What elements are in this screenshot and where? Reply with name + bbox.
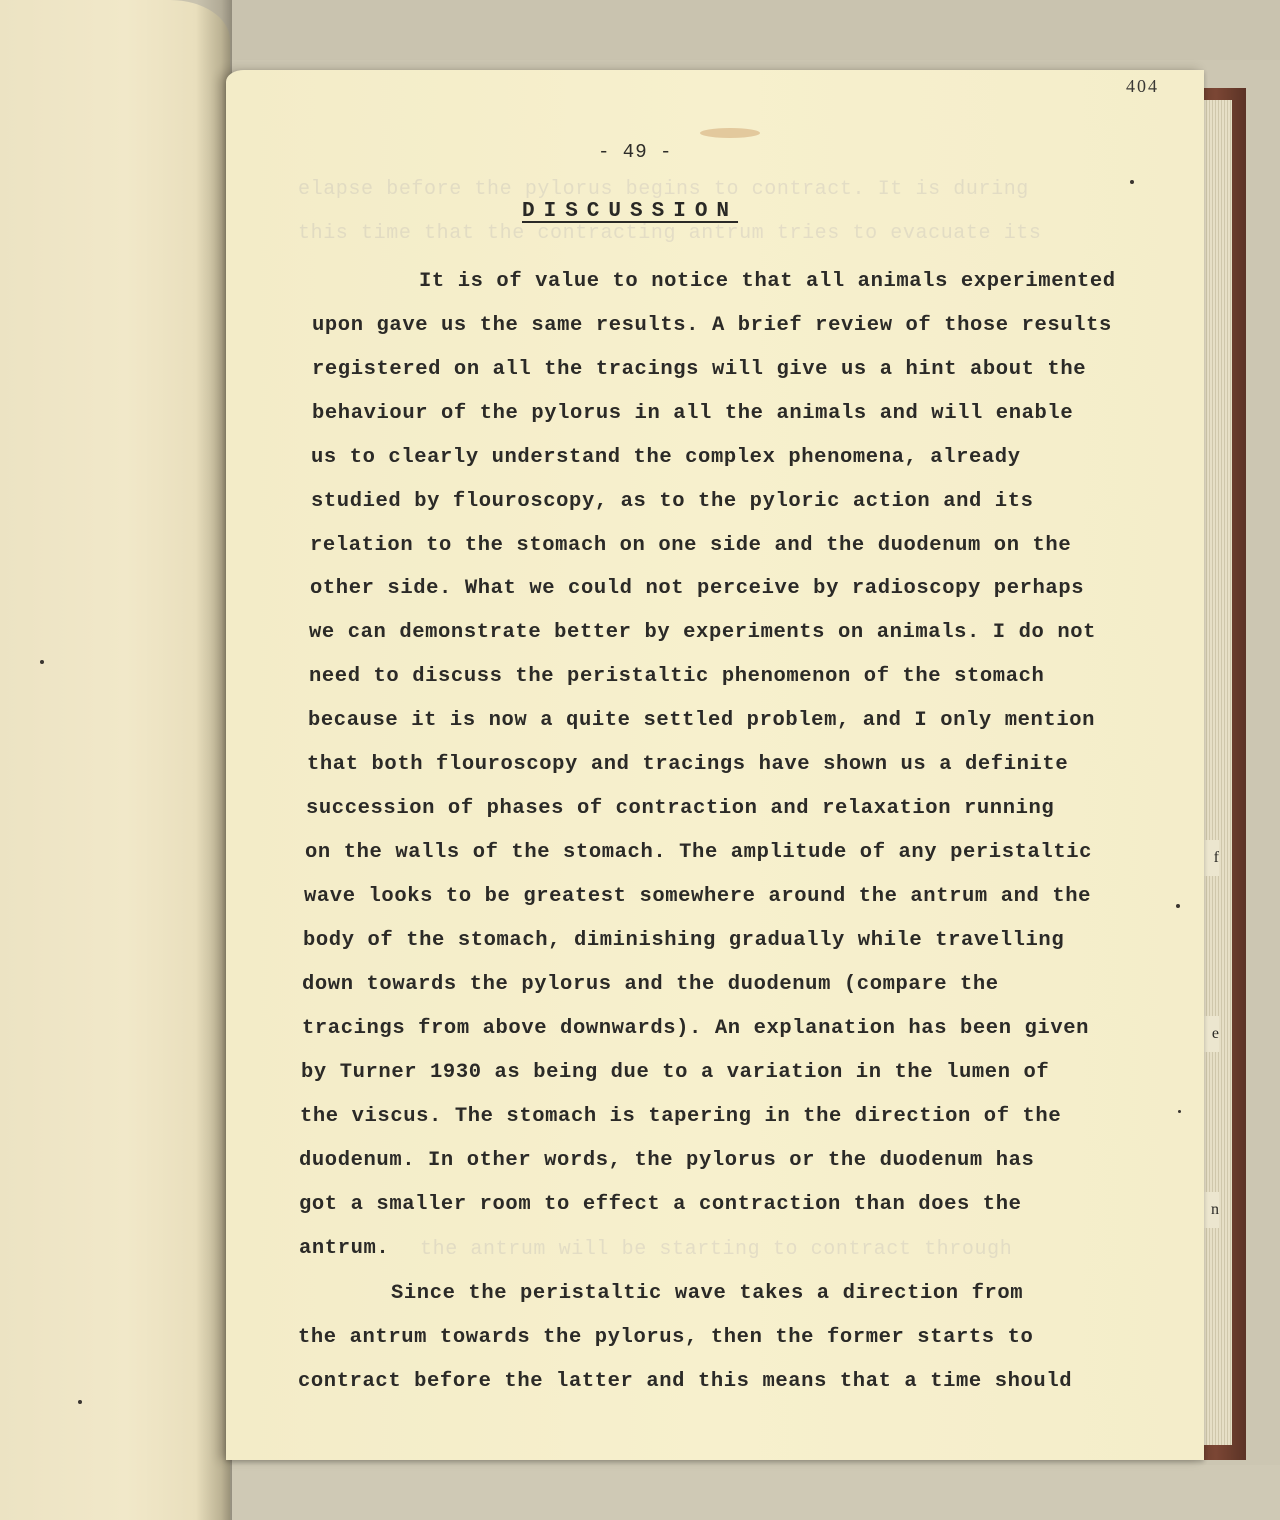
left-page-speck <box>78 1400 82 1404</box>
text-line: behaviour of the pylorus in all the animals and will enable <box>312 402 1074 425</box>
text-line: Since the peristaltic wave takes a direction from <box>391 1282 1024 1305</box>
paper-stain <box>700 128 760 138</box>
text-line: It is of value to notice that all animals experimented <box>419 270 1116 293</box>
text-line: got a smaller room to effect a contraction than does the <box>299 1193 1022 1216</box>
show-through-text: this time that the contracting antrum tries to evacuate its <box>298 222 1042 245</box>
page-heading: DISCUSSION <box>522 200 739 223</box>
text-line: because it is now a quite settled problem, and I only mention <box>308 709 1096 732</box>
folio-number: 404 <box>1126 76 1159 96</box>
text-line: studied by flouroscopy, as to the pyloric action and its <box>311 490 1034 513</box>
text-line: tracings from above downwards). An explanation has been given <box>302 1017 1090 1040</box>
text-line: duodenum. In other words, the pylorus or the duodenum has <box>299 1149 1035 1172</box>
text-line: contract before the latter and this means that a time should <box>298 1370 1073 1393</box>
edge-tab: n <box>1200 1192 1219 1228</box>
text-line: we can demonstrate better by experiments on animals. I do not <box>309 621 1097 644</box>
edge-tab: f <box>1200 840 1219 876</box>
text-line: antrum. <box>299 1237 390 1260</box>
text-line: upon gave us the same results. A brief review of those results <box>312 314 1112 337</box>
text-line: succession of phases of contraction and relaxation running <box>306 797 1055 820</box>
text-line: down towards the pylorus and the duodenum (compare the <box>302 973 999 996</box>
left-page-speck <box>40 660 44 664</box>
paper-speck <box>1178 1110 1181 1113</box>
text-line: the viscus. The stomach is tapering in the direction of the <box>300 1105 1062 1128</box>
paper-speck <box>1176 904 1180 908</box>
paper-speck <box>1130 180 1134 184</box>
text-line: wave looks to be greatest somewhere around the antrum and the <box>304 885 1092 908</box>
text-line: by Turner 1930 as being due to a variation in the lumen of <box>301 1061 1050 1084</box>
text-line: relation to the stomach on one side and the duodenum on the <box>310 534 1072 557</box>
text-line: need to discuss the peristaltic phenomenon of the stomach <box>309 665 1045 688</box>
edge-tab: e <box>1200 1016 1219 1052</box>
text-line: registered on all the tracings will give us a hint about the <box>312 358 1087 381</box>
show-through-text: the antrum will be starting to contract through <box>420 1238 1013 1261</box>
text-line: the antrum towards the pylorus, then the former starts to <box>298 1326 1034 1349</box>
text-line: us to clearly understand the complex phenomena, already <box>311 446 1021 469</box>
text-line: other side. What we could not perceive by radioscopy perhaps <box>310 577 1085 600</box>
show-through-text: elapse before the pylorus begins to contract. It is during <box>298 178 1029 201</box>
page-number: - 49 - <box>598 141 673 163</box>
text-line: body of the stomach, diminishing gradually while travelling <box>303 929 1065 952</box>
text-line: that both flouroscopy and tracings have shown us a definite <box>307 753 1069 776</box>
text-line: on the walls of the stomach. The amplitude of any peristaltic <box>305 841 1093 864</box>
